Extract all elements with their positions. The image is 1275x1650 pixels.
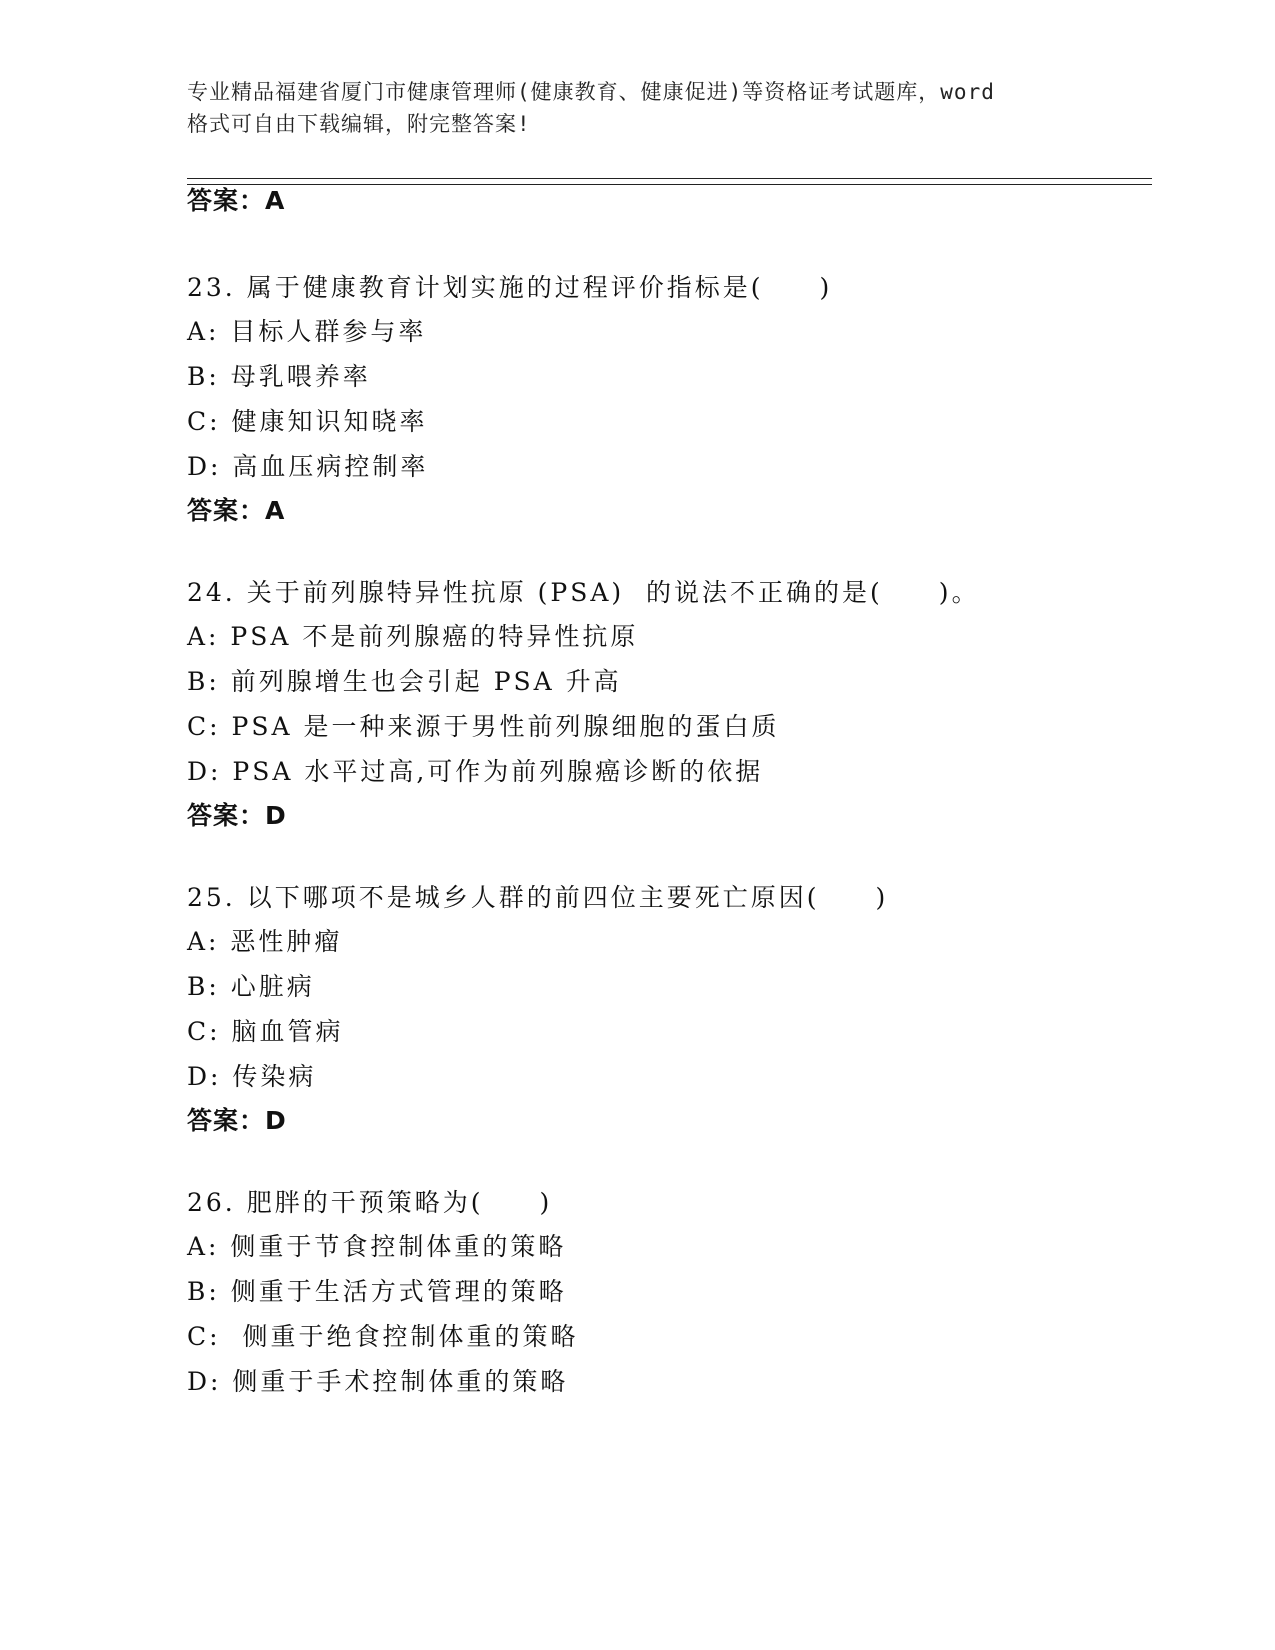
answer-text: 答案：D: [187, 1106, 287, 1135]
header-line-1: 专业精品福建省厦门市健康管理师(健康教育、健康促进)等资格证考试题库，word: [187, 80, 995, 104]
option-d: D: 传染病: [187, 1062, 317, 1091]
question-stem: 23. 属于健康教育计划实施的过程评价指标是( ): [187, 273, 833, 302]
option-b: B: 母乳喂养率: [187, 362, 371, 391]
answer-text: 答案：A: [187, 496, 286, 525]
option-a: A: 目标人群参与率: [187, 317, 427, 346]
question-stem: 24. 关于前列腺特异性抗原 (PSA) 的说法不正确的是( )。: [187, 578, 980, 607]
question-block: [187, 883, 1152, 1136]
answer-text: 答案：A: [187, 186, 286, 215]
option-b: B: 侧重于生活方式管理的策略: [187, 1277, 567, 1306]
option-d: D: 高血压病控制率: [187, 452, 429, 481]
option-c: C: 健康知识知晓率: [187, 407, 428, 436]
header-divider: [187, 178, 1152, 185]
option-d: D: 侧重于手术控制体重的策略: [187, 1367, 569, 1396]
option-c: C: PSA 是一种来源于男性前列腺细胞的蛋白质: [187, 712, 780, 741]
option-a: A: PSA 不是前列腺癌的特异性抗原: [187, 622, 639, 651]
document-page: [187, 0, 1152, 1650]
question-stem: 25. 以下哪项不是城乡人群的前四位主要死亡原因( ): [187, 883, 889, 912]
option-b: B: 前列腺增生也会引起 PSA 升高: [187, 667, 622, 696]
option-d: D: PSA 水平过高,可作为前列腺癌诊断的依据: [187, 757, 764, 786]
option-c: C: 脑血管病: [187, 1017, 344, 1046]
question-block: [187, 273, 1152, 526]
question-stem: 26. 肥胖的干预策略为( ): [187, 1188, 553, 1217]
question-block: [187, 578, 1152, 831]
document-header: [187, 76, 1087, 140]
option-a: A: 侧重于节食控制体重的策略: [187, 1232, 567, 1261]
option-a: A: 恶性肿瘤: [187, 927, 343, 956]
option-b: B: 心脏病: [187, 972, 315, 1001]
option-c: C: 侧重于绝食控制体重的策略: [187, 1322, 579, 1351]
question-block: [187, 1188, 1152, 1397]
answer-text: 答案：D: [187, 801, 287, 830]
header-line-2: 格式可自由下载编辑，附完整答案!: [187, 112, 531, 136]
